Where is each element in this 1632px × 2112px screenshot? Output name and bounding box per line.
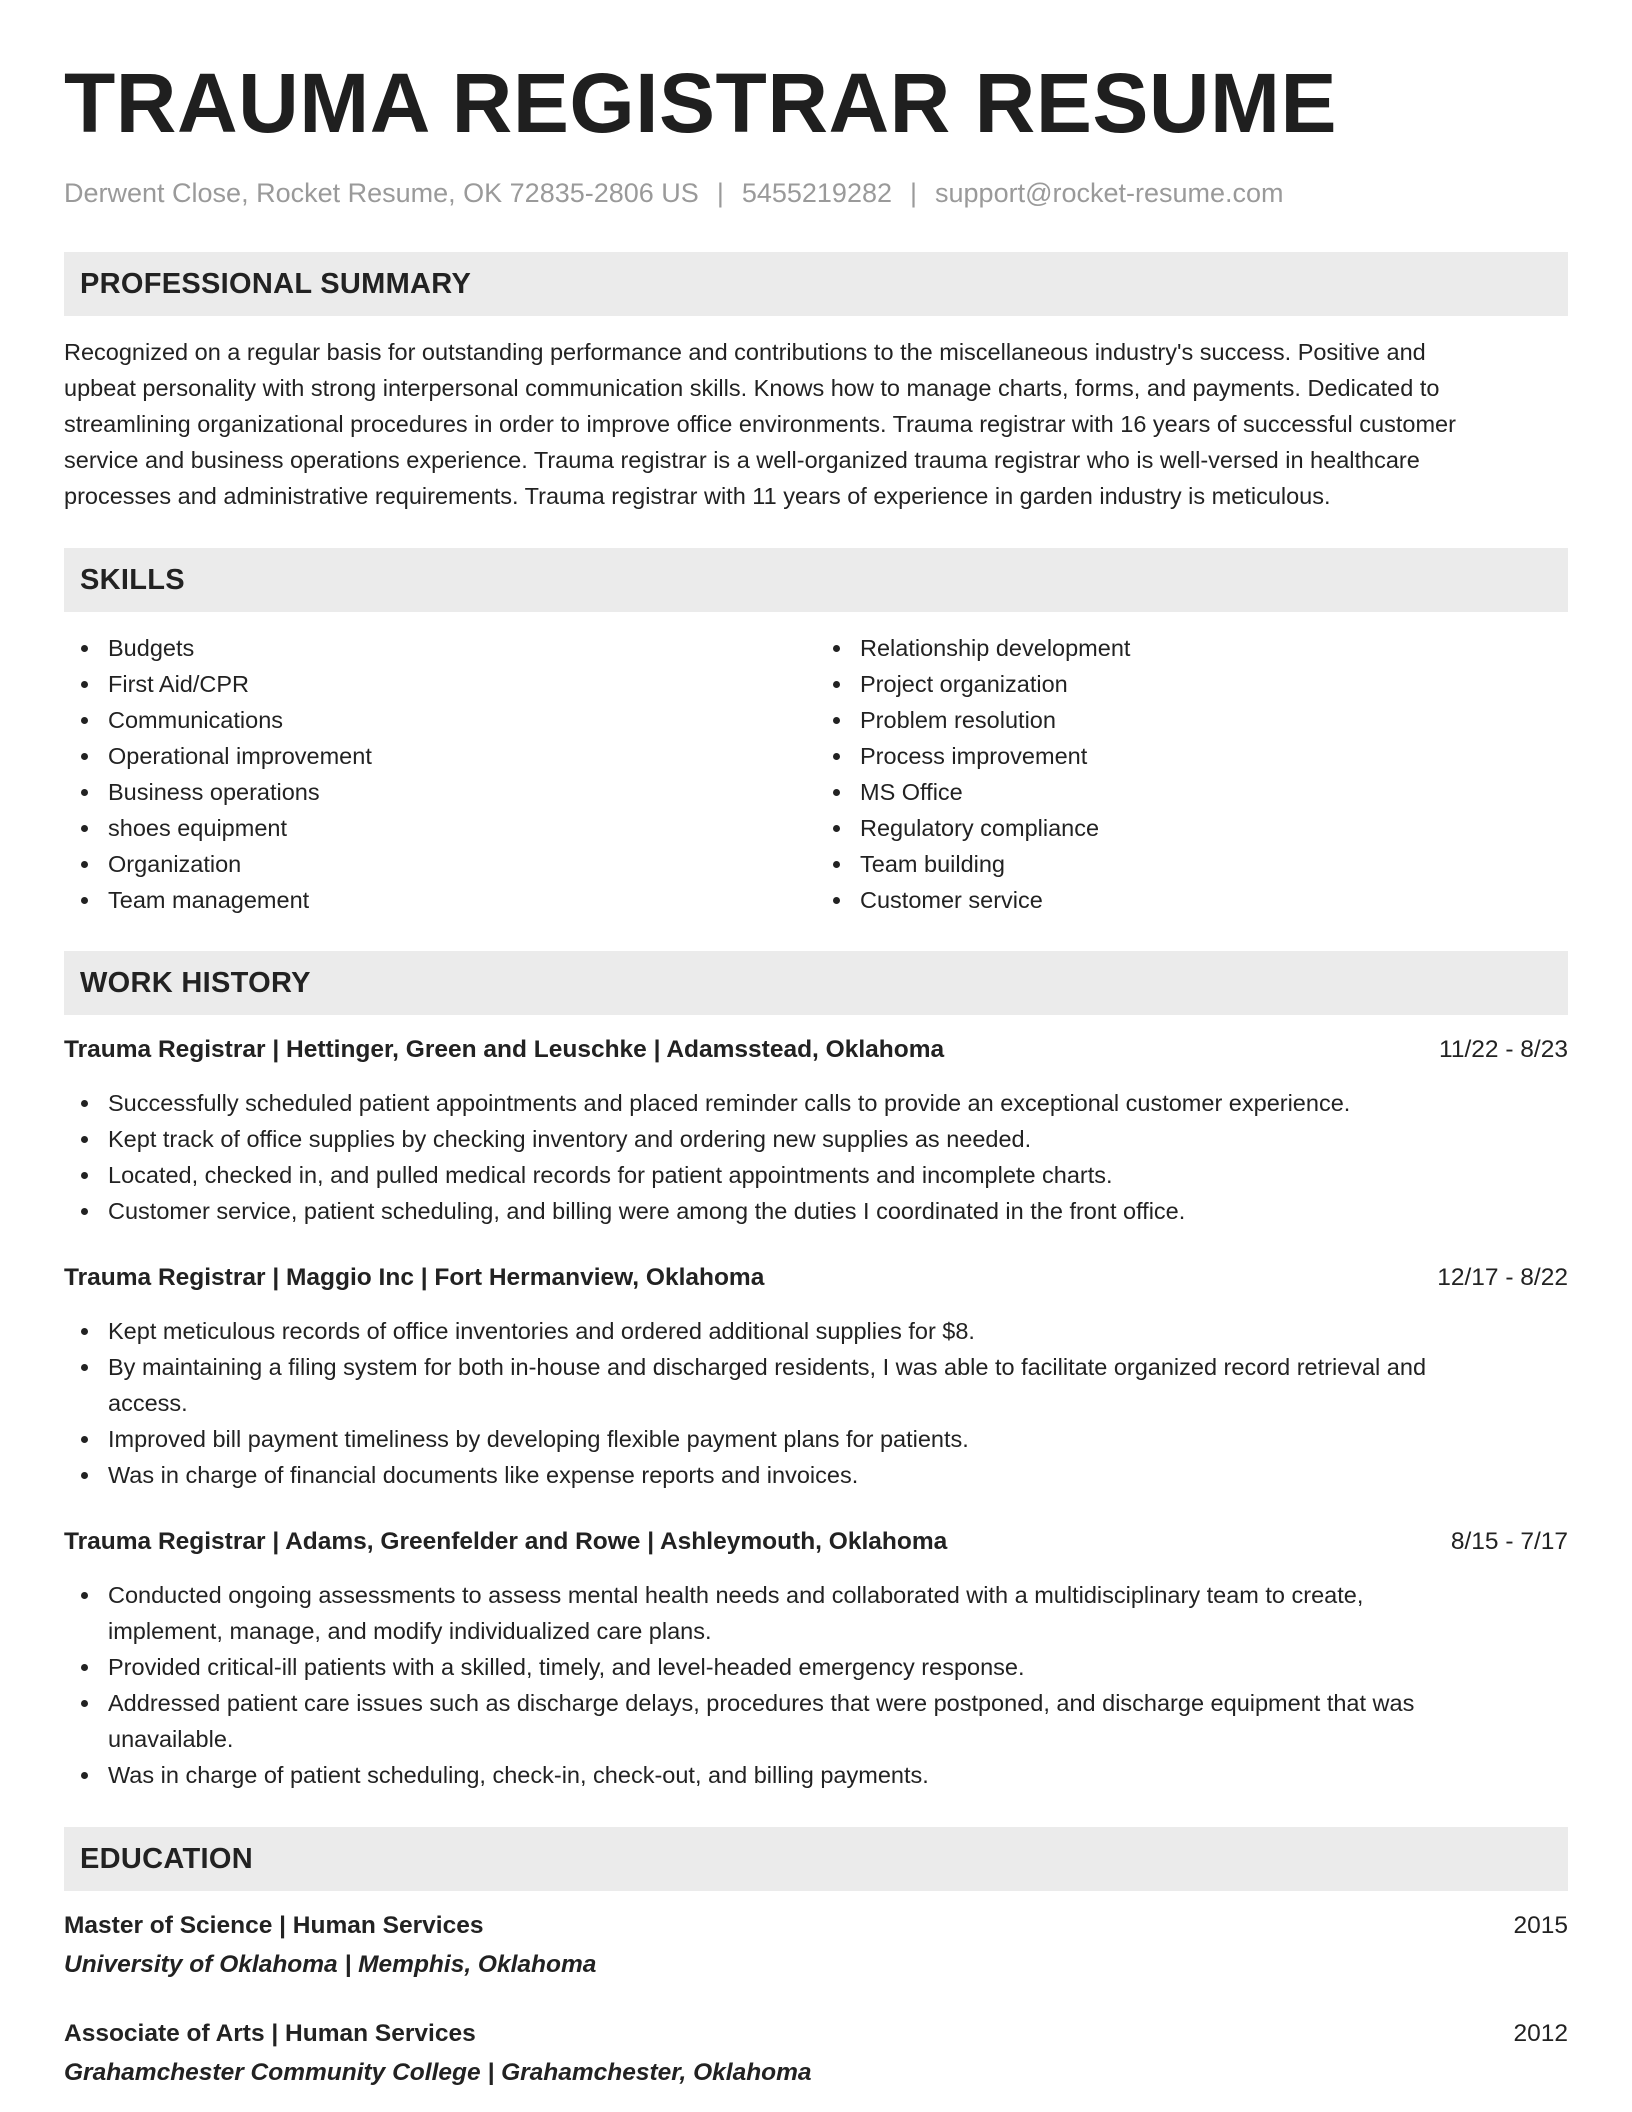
skill-item: Team management: [64, 882, 816, 918]
phone-text: 5455219282: [741, 178, 892, 208]
skill-item: Customer service: [816, 882, 1568, 918]
skills-heading: SKILLS: [64, 548, 1568, 612]
skill-item: Problem resolution: [816, 702, 1568, 738]
job-bullet: Kept meticulous records of office inventories and ordered additional supplies for $8.: [64, 1313, 1568, 1349]
summary-heading: PROFESSIONAL SUMMARY: [64, 252, 1568, 316]
skill-item: Organization: [64, 846, 816, 882]
resume-title: TRAUMA REGISTRAR RESUME: [64, 56, 1338, 150]
job-entry: [64, 1261, 1568, 1493]
job-title: Trauma Registrar | Hettinger, Green and Leuschke | Adamsstead, Oklahoma: [64, 1036, 945, 1063]
job-dates: 11/22 - 8/23: [1439, 1036, 1568, 1063]
skill-item: First Aid/CPR: [64, 666, 816, 702]
education-header: [64, 1909, 1568, 1943]
job-header: [64, 1261, 1568, 1295]
job-header: [64, 1033, 1568, 1067]
skill-item: Business operations: [64, 774, 816, 810]
job-bullet-line: Addressed patient care issues such as discharge delays, procedures that were postponed, and discharge equipment that was: [108, 1690, 1415, 1716]
job-bullet: Successfully scheduled patient appointments and placed reminder calls to provide an exceptional customer experience.: [64, 1085, 1568, 1121]
skills-column-left: [64, 630, 816, 918]
job-bullet: [64, 1685, 1568, 1757]
job-bullet-line: By maintaining a filing system for both in-house and discharged residents, I was able to facilitate organized record retrieval and: [108, 1354, 1427, 1380]
job-entry: [64, 1525, 1568, 1793]
education-entry: [64, 1909, 1568, 1983]
skills-list: [64, 630, 1568, 918]
skill-item: Relationship development: [816, 630, 1568, 666]
skill-item: Project organization: [816, 666, 1568, 702]
contact-separator: |: [716, 178, 724, 208]
work-history-heading: WORK HISTORY: [64, 951, 1568, 1015]
job-title: Trauma Registrar | Maggio Inc | Fort Hermanview, Oklahoma: [64, 1264, 765, 1291]
job-bullet: Improved bill payment timeliness by developing flexible payment plans for patients.: [64, 1421, 1568, 1457]
job-bullet-line: access.: [108, 1390, 188, 1416]
education-entry: [64, 2017, 1568, 2091]
job-bullet-line: unavailable.: [108, 1726, 234, 1752]
job-bullet: Kept track of office supplies by checking inventory and ordering new supplies as needed.: [64, 1121, 1568, 1157]
education-header: [64, 2017, 1568, 2051]
skill-item: Operational improvement: [64, 738, 816, 774]
skill-item: Budgets: [64, 630, 816, 666]
degree-title: Master of Science | Human Services: [64, 1912, 484, 1939]
skill-item: shoes equipment: [64, 810, 816, 846]
email-text: support@rocket-resume.com: [935, 178, 1284, 208]
job-bullet: Was in charge of financial documents like expense reports and invoices.: [64, 1457, 1568, 1493]
job-title: Trauma Registrar | Adams, Greenfelder and Rowe | Ashleymouth, Oklahoma: [64, 1528, 948, 1555]
job-bullet: Provided critical-ill patients with a skilled, timely, and level-headed emergency response.: [64, 1649, 1568, 1685]
degree-title: Associate of Arts | Human Services: [64, 2020, 476, 2047]
skill-item: MS Office: [816, 774, 1568, 810]
job-bullet-line: implement, manage, and modify individualized care plans.: [108, 1618, 712, 1644]
skill-item: Process improvement: [816, 738, 1568, 774]
skills-column-right: [816, 630, 1568, 918]
job-bullets: [64, 1085, 1568, 1229]
skill-item: Team building: [816, 846, 1568, 882]
graduation-year: 2012: [1513, 2020, 1568, 2047]
job-dates: 12/17 - 8/22: [1437, 1264, 1568, 1291]
school-name: Grahamchester Community College | Grahamchester, Oklahoma: [64, 2059, 812, 2086]
skill-item: Communications: [64, 702, 816, 738]
graduation-year: 2015: [1513, 1912, 1568, 1939]
summary-line: service and business operations experience. Trauma registrar is a well-organized trauma registrar who is well-versed in healthcare: [64, 447, 1420, 473]
summary-line: Recognized on a regular basis for outstanding performance and contributions to the miscellaneous industry's success. Positive and: [64, 339, 1426, 365]
summary-line: processes and administrative requirements. Trauma registrar with 11 years of experience in garden industry is meticulous.: [64, 483, 1331, 509]
education-heading: EDUCATION: [64, 1827, 1568, 1891]
job-bullet-line: Conducted ongoing assessments to assess mental health needs and collaborated with a multidisciplinary team to create,: [108, 1582, 1364, 1608]
contact-separator: |: [910, 178, 918, 208]
job-entry: [64, 1033, 1568, 1229]
job-bullet: [64, 1577, 1568, 1649]
address-text: Derwent Close, Rocket Resume, OK 72835-2806 US: [64, 178, 699, 208]
school-name: University of Oklahoma | Memphis, Oklahoma: [64, 1951, 597, 1978]
job-bullet: Customer service, patient scheduling, and billing were among the duties I coordinated in the front office.: [64, 1193, 1568, 1229]
skill-item: Regulatory compliance: [816, 810, 1568, 846]
job-header: [64, 1525, 1568, 1559]
job-bullet: [64, 1349, 1568, 1421]
contact-line: [64, 176, 1568, 210]
summary-line: upbeat personality with strong interpersonal communication skills. Knows how to manage charts, forms, and payments. Dedicated to: [64, 375, 1440, 401]
job-bullets: [64, 1577, 1568, 1793]
summary-text: [64, 334, 1568, 514]
summary-line: streamlining organizational procedures in order to improve office environments. Trauma registrar with 16 years of successful customer: [64, 411, 1456, 437]
job-bullets: [64, 1313, 1568, 1493]
job-bullet: Located, checked in, and pulled medical records for patient appointments and incomplete charts.: [64, 1157, 1568, 1193]
job-bullet: Was in charge of patient scheduling, check-in, check-out, and billing payments.: [64, 1757, 1568, 1793]
job-dates: 8/15 - 7/17: [1450, 1528, 1568, 1555]
